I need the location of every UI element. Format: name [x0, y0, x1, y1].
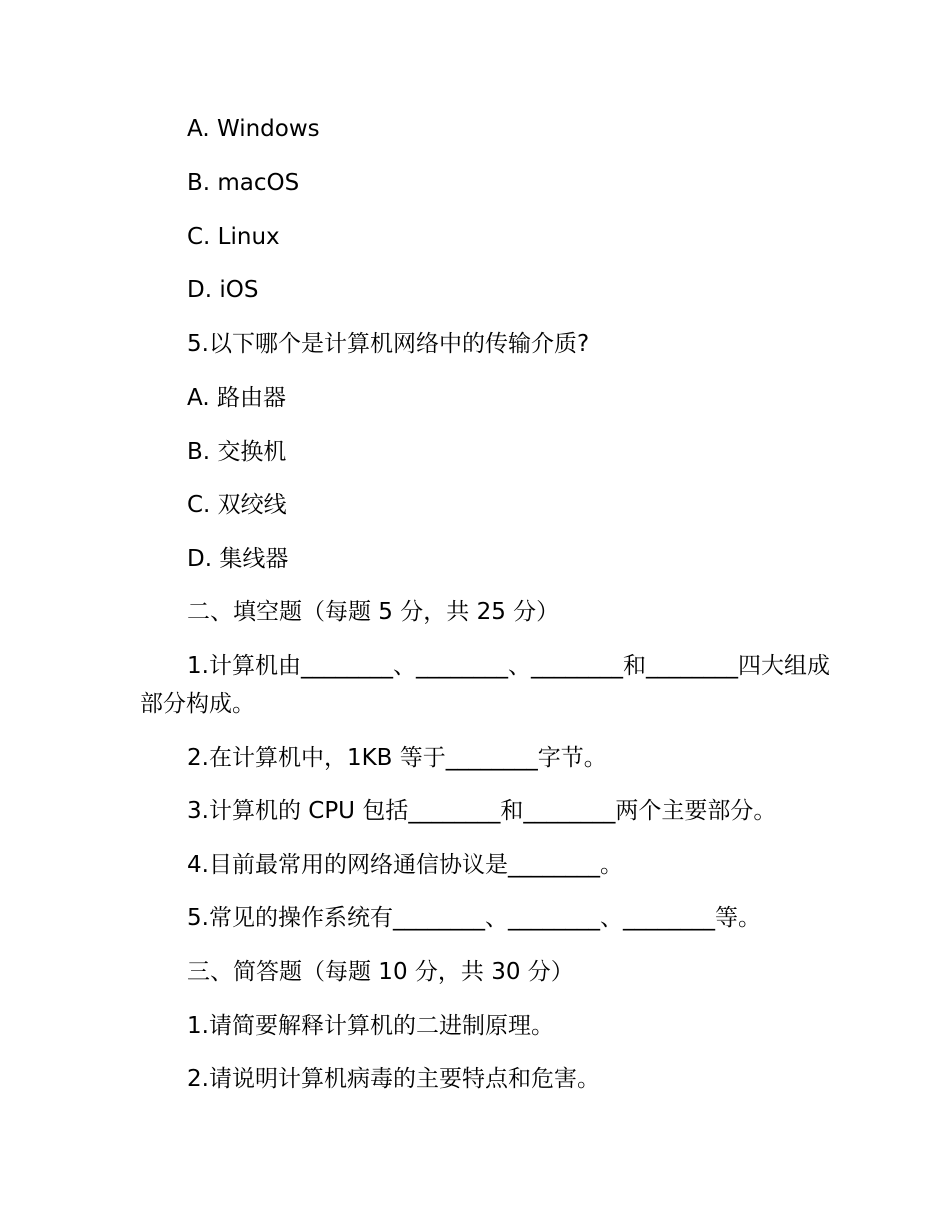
q4-option-d: D. iOS — [187, 277, 259, 303]
q4-option-c: C. Linux — [187, 224, 280, 250]
q5-question: 5.以下哪个是计算机网络中的传输介质? — [187, 331, 590, 357]
section2-heading: 二、填空题（每题 5 分，共 25 分） — [187, 599, 560, 625]
q4-option-a: A. Windows — [187, 116, 320, 142]
fill-item-1: 1.计算机由________、________、________和________四大组成部分构成。 — [140, 653, 830, 717]
fill-item-3: 3.计算机的 CPU 包括________和________两个主要部分。 — [187, 798, 777, 824]
short-answer-item-2: 2.请说明计算机病毒的主要特点和危害。 — [187, 1066, 600, 1092]
q4-option-b: B. macOS — [187, 170, 300, 196]
q5-option-c: C. 双绞线 — [187, 492, 287, 518]
fill-item-4: 4.目前最常用的网络通信协议是________。 — [187, 852, 623, 878]
short-answer-item-1: 1.请简要解释计算机的二进制原理。 — [187, 1013, 554, 1039]
q5-option-a: A. 路由器 — [187, 385, 286, 411]
q5-option-b: B. 交换机 — [187, 439, 287, 465]
fill-item-5: 5.常见的操作系统有________、________、________等。 — [187, 905, 761, 931]
fill-item-2: 2.在计算机中，1KB 等于________字节。 — [187, 745, 607, 771]
section3-heading: 三、简答题（每题 10 分，共 30 分） — [187, 959, 574, 985]
q5-option-d: D. 集线器 — [187, 546, 289, 572]
